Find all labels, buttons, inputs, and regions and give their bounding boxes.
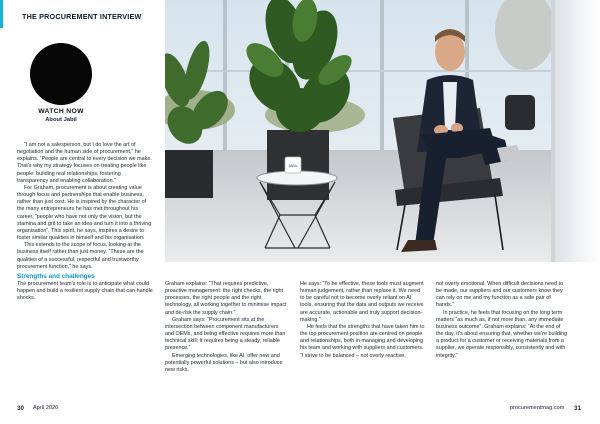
article-paragraph: He feels that the strengths that have taken him to the top procurement position are centred on people and relationships, both in managing and developing his team and working with suppliers and customers. “I strive to be balanced – not overly reactive, [300, 323, 425, 359]
article-paragraph: In practice, he feels that focusing on the long term matters “as much as, if not more than, any immediate business outcome”. Graham explains: “At the end of the day, it’s about ensuring that, whether we’re building a product for a customer or receiving materials from a supplier, we operate responsibly, consistently and with integrity.” [436, 309, 568, 359]
article-column-1 [17, 142, 153, 302]
article-column-4 [436, 281, 568, 360]
about-jabil-label: About Jabil [45, 117, 77, 123]
article-column-2 [165, 281, 289, 374]
article-paragraph: not overly emotional. When difficult decisions need to be made, our suppliers and our customers know they can rely on me and my function as a safe pair of hands.” [436, 281, 563, 309]
section-title: THE PROCUREMENT INTERVIEW [22, 12, 142, 21]
article-paragraph: “I am not a salesperson, but I do love the art of negotiation and the human side of procurement,” he explains. “People are central to every decision we make. That’s why my strategy focuses on treating people like people: building real relationships, fostering transparency and enabling collaboration.” [17, 142, 152, 184]
mug-logo-text: JABIL [288, 164, 298, 168]
issue-date: April 2026 [33, 405, 59, 411]
article-paragraph: Emerging technologies, like AI, offer new and potentially powerful solutions – but also introduce new risks. [165, 352, 283, 373]
article-column-3 [300, 281, 425, 360]
left-page-number: 30 [17, 405, 24, 412]
right-page-number: 31 [574, 405, 581, 412]
article-paragraph: He says: “To be effective, these tools must augment human judgement, rather than replace it. We need to be careful not to become overly reliant on AI tools, ensuring that the data and outputs we receive are accurate, actionable and truly support decision-making.” [300, 281, 424, 323]
article-paragraph: The procurement team’s role is to anticipate what could happen and build a resilient supply chain that can handle shocks. [17, 280, 153, 302]
subheading: Strengths and challenges [17, 272, 95, 280]
interview-photo [165, 0, 600, 262]
watch-video-button[interactable] [30, 43, 92, 105]
article-paragraph: Graham explains: “That requires predictive, proactive management: the right checks, the right processes, the right people and the right technology, all working together to minimise impact and de-risk the supply chain.” [165, 281, 287, 316]
article-paragraph: For Graham, procurement is about creating value through focus and partnerships that enable business, rather than just cost. He is inspired by the character of the many entrepreneurs he has met throughout his career, “people who have not only the vision, but the stamina and grit to take an idea and turn it into a thriving organisation”. This spirit, he says, inspires a desire to foster similar qualities in himself and his organisation. [17, 184, 152, 242]
header-accent-bar [0, 0, 3, 28]
article-paragraph: Graham says: “Procurement sits at the intersection between component manufacturers and OEMs, and being effective requires more than technical skill; it requires being a steady, reliable presence.” [165, 316, 286, 352]
watch-now-label[interactable]: WATCH NOW [38, 108, 84, 115]
site-link[interactable]: procurementmag.com [510, 405, 565, 411]
article-paragraph: This extends to the scope of focus, looking at the business itself rather than just money. “These are the qualities of a successful, respectful and trustworthy procurement function,” he says. [17, 242, 144, 270]
